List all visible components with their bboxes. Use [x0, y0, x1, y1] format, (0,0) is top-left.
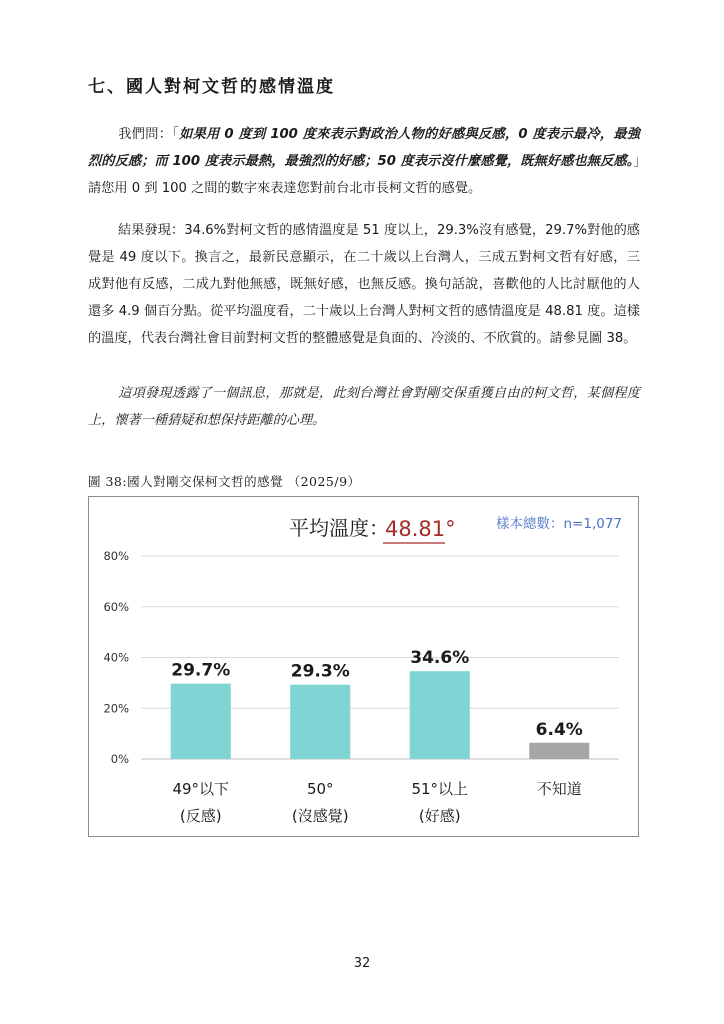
y-tick-label: 60%: [103, 599, 129, 614]
x-category-label: 51°以上: [411, 780, 469, 798]
x-category-label: 不知道: [536, 780, 582, 798]
sample-size-note: 樣本總數：n=1,077: [495, 516, 622, 532]
x-category-label: 49°以下: [172, 780, 230, 798]
bar: [171, 684, 231, 759]
paragraph-question: [88, 121, 640, 202]
bar-value-label: 29.3%: [290, 661, 350, 682]
chart-title-label: 平均溫度：: [289, 516, 389, 540]
question-text: 如果用 0 度到 100 度來表示對政治人物的好感與反感，0 度表示最冷，最強烈的反感；而 100 度表示最熱，最強烈的好感；50 度表示沒什麼感覺，既無好感也無反感。: [88, 127, 640, 169]
x-category-sublabel: (反感): [179, 807, 222, 825]
bar-chart: [88, 496, 639, 837]
question-tail: 」請您用 0 到 100 之間的數字來表達您對前台北市長柯文哲的感覺。: [88, 154, 640, 196]
insight-text: 這項發現透露了一個訊息，那就是，此刻台灣社會對剛交保重獲自由的柯文哲，某個程度上，懷著一種猜疑和想保持距離的心理。: [88, 386, 640, 428]
x-category-sublabel: (好感): [418, 807, 461, 825]
figure-caption: 圖 38:國人對剛交保柯文哲的感覺 （2025/9）: [88, 474, 361, 489]
y-tick-label: 20%: [103, 701, 129, 716]
bar: [529, 743, 589, 759]
paragraph-findings: [88, 217, 640, 352]
bar: [290, 685, 350, 759]
y-tick-label: 40%: [103, 650, 129, 665]
bar-value-label: 6.4%: [535, 719, 583, 740]
paragraph-insight: [88, 380, 640, 434]
question-lead: 我們問：「: [118, 127, 180, 142]
section-heading: 七、國人對柯文哲的感情溫度: [88, 77, 335, 97]
bar-value-label: 29.7%: [171, 660, 231, 681]
y-tick-label: 0%: [110, 752, 129, 766]
bar-value-label: 34.6%: [410, 648, 470, 669]
chart-title-value: 48.81°: [385, 517, 456, 541]
page-number: 32: [353, 956, 371, 971]
x-category-label: 50°: [306, 780, 334, 798]
chart-svg: [89, 497, 640, 838]
findings-text: 結果發現：34.6%對柯文哲的感情溫度是 51 度以上，29.3%沒有感覺，29.7%對他的感覺是 49 度以下。換言之，最新民意顯示，在二十歲以上台灣人，三成五對柯文哲有好感，三成對他有反感，二成九對他無感，既無好感，也無反感。換句話說，喜歡他的人比討厭他的人還多 4.9 個百分點。從平均溫度看，二十歲以上台灣人對柯文哲的感情溫度是 48.81 度。這樣的溫度，代表台灣社會目前對柯文哲的整體感覺是負面的、冷淡的、不欣賞的。請參見圖 38。: [88, 223, 640, 346]
y-tick-label: 80%: [103, 549, 129, 563]
x-category-sublabel: (沒感覺): [291, 807, 349, 825]
bar: [410, 671, 470, 759]
